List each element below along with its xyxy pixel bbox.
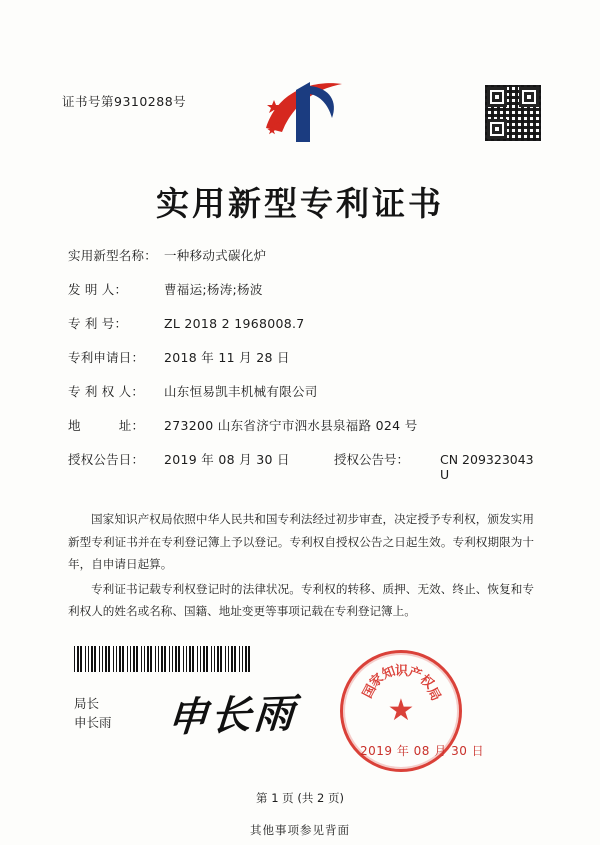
field-row-application-date (68, 348, 538, 366)
field-list (68, 246, 538, 498)
field-value: ZL 2018 2 1968008.7 (164, 316, 305, 331)
field-row-address (68, 416, 538, 434)
field-value-grant-number: CN 209323043 U (440, 452, 534, 482)
field-label: 实用新型名称： (68, 248, 157, 263)
field-value: 山东恒易凯丰机械有限公司 (164, 384, 318, 399)
field-label: 专 利 号： (68, 316, 128, 331)
footer-note: 其他事项参见背面 (250, 823, 350, 837)
field-row-grant (68, 450, 538, 482)
field-value: 2018 年 11 月 28 日 (164, 350, 290, 365)
field-label-grant-number: 授权公告号： (334, 452, 410, 467)
director-title: 局长 (74, 696, 100, 711)
director-name: 申长雨 (74, 715, 112, 731)
field-value-grant-date: 2019 年 08 月 30 日 (164, 452, 290, 467)
barcode (74, 646, 250, 672)
field-row-patent-number (68, 314, 538, 332)
page-number: 第 1 页 (共 2 页) (256, 791, 344, 805)
signature-block (74, 694, 112, 733)
field-label: 专利申请日： (68, 350, 145, 365)
certificate-number: 证书号第9310288号 (62, 94, 187, 109)
field-label: 专 利 权 人： (68, 384, 145, 399)
qr-code (484, 84, 542, 142)
field-row-patentee (68, 382, 538, 400)
legal-paragraph-1: 国家知识产权局依照中华人民共和国专利法经过初步审查，决定授予专利权，颁发实用新型专利证书并在专利登记簿上予以登记。专利权自授权公告之日起生效。专利权期限为十年，自申请日起算。 (68, 512, 534, 572)
field-value: 273200 山东省济宁市泗水县泉福路 024 号 (164, 418, 418, 433)
seal-ring-text: 国 家 知 识 产 权 局 (360, 664, 444, 704)
field-value: 曹福运;杨涛;杨波 (164, 282, 263, 297)
field-label: 地 址： (68, 418, 145, 433)
cnipa-logo-icon (252, 78, 348, 148)
page-title: 实用新型专利证书 (156, 184, 444, 223)
field-label-grant-date: 授权公告日： (68, 452, 145, 467)
field-value: 一种移动式碳化炉 (164, 248, 267, 263)
field-label: 发 明 人： (68, 282, 128, 297)
legal-text (68, 508, 534, 625)
field-row-inventors (68, 280, 538, 298)
legal-paragraph-2: 专利证书记载专利权登记时的法律状况。专利权的转移、质押、无效、终止、恢复和专利权人的姓名或名称、国籍、地址变更等事项记载在专利登记簿上。 (68, 581, 534, 619)
seal-star-icon: ★ (387, 693, 415, 728)
field-row-name (68, 246, 538, 264)
seal-date: 2019 年 08 月 30 日 (360, 744, 485, 758)
handwritten-signature: 申长雨 (165, 689, 299, 742)
